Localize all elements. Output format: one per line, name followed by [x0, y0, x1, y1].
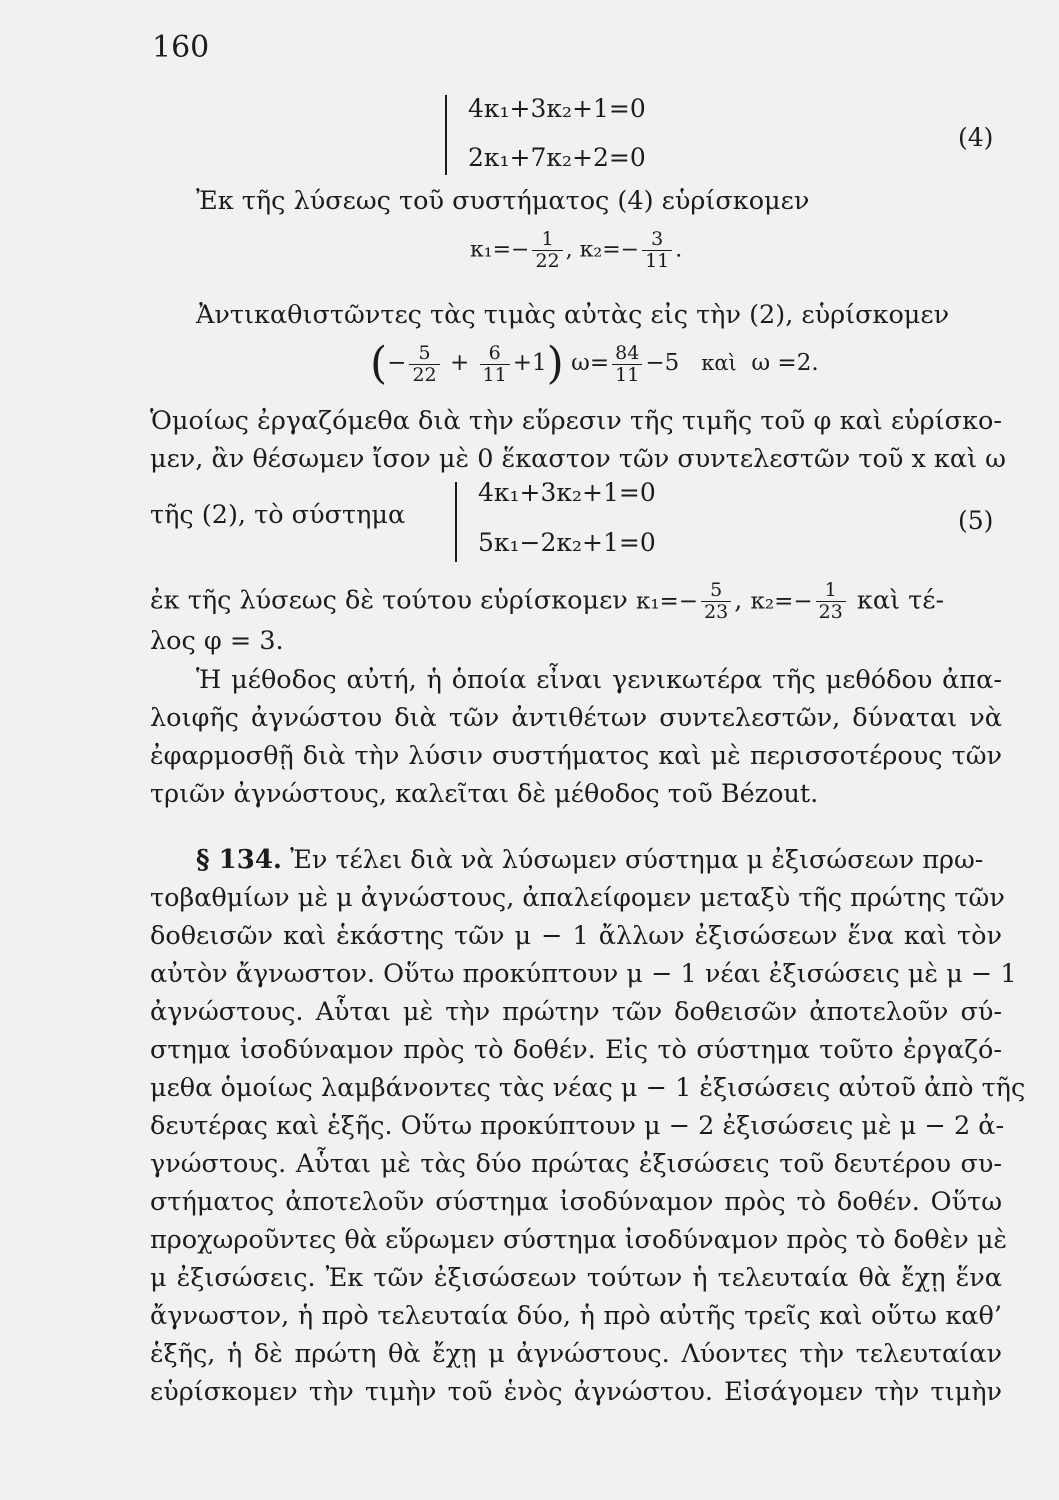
sol4-k1-num: 1 — [541, 228, 554, 250]
section-line: ἑξῆς, ἡ δὲ πρώτη θὰ ἔχῃ μ ἀγνώστους. Λύοντες τὴν τελευταίαν — [150, 1339, 1002, 1369]
sol5-tail: καὶ τέ- — [856, 585, 945, 616]
section-number: § 134. — [196, 845, 282, 875]
omega-result: ω =2. — [751, 350, 819, 376]
section-line: γνώστους. Αὗται μὲ τὰς δύο πρώτας ἐξισώσεις τοῦ δευτέρου συ- — [150, 1149, 1002, 1179]
section-134-first-line — [196, 843, 1002, 877]
system4-eq1: 4κ₁+3κ₂+1=0 — [468, 94, 646, 123]
section-line: στημα ἰσοδύναμον πρὸς τὸ δοθέν. Εἰς τὸ σύστημα τοῦτο ἐργαζό- — [150, 1035, 1002, 1065]
omega-frac3-num: 84 — [615, 341, 640, 364]
sol5-k2-lhs: κ₂=− — [750, 588, 813, 615]
section-line: δοθεισῶν καὶ ἑκάστης τῶν μ − 1 ἄλλων ἐξισώσεων ἕνα καὶ τὸν — [150, 921, 1002, 951]
sol4-k1-den: 22 — [532, 250, 562, 272]
omega-frac3 — [612, 343, 642, 386]
sol4-k2-frac — [642, 229, 672, 272]
method-line-2: λοιφῆς ἀγνώστου διὰ τῶν ἀντιθέτων συντελεστῶν, δύναται νὰ — [150, 703, 1002, 733]
omega-minus: − — [387, 350, 407, 376]
omega-frac3-den: 11 — [612, 364, 642, 386]
solve4-line: Ἐκ τῆς λύσεως τοῦ συστήματος (4) εὑρίσκομεν — [196, 186, 810, 216]
section-line: προχωροῦντες θὰ εὕρωμεν σύστημα ἰσοδύναμον πρὸς τὸ δοθὲν μὲ — [150, 1225, 1008, 1255]
section-line: ἄγνωστον, ἡ πρὸ τελευταία δύο, ἡ πρὸ αὐτῆς τρεῖς καὶ οὕτω καθ’ — [150, 1301, 1002, 1331]
section-line: μεθα ὁμοίως λαμβάνοντες τὰς νέας μ − 1 ἐξισώσεις αὐτοῦ ἀπὸ τῆς — [150, 1073, 1026, 1103]
sol5-line2: λος φ = 3. — [150, 626, 284, 656]
sol4-k2-lhs: κ₂=− — [579, 237, 640, 263]
solution5-line — [150, 580, 944, 623]
omega-plus-one: +1 — [512, 350, 547, 376]
sol5-text: ἐκ τῆς λύσεως δὲ τούτου εὑρίσκομεν — [150, 585, 628, 616]
omega-kai: καὶ — [701, 351, 737, 375]
omega-frac2-num: 6 — [488, 341, 501, 364]
sol5-k2-den: 23 — [816, 601, 846, 623]
solution4 — [470, 229, 682, 272]
method-line-1: Ἡ μέθοδος αὐτή, ἡ ὁποία εἶναι γενικωτέρα τῆς μεθόδου ἀπα- — [196, 665, 1002, 695]
omega-frac1-den: 22 — [409, 364, 439, 386]
sol5-k1-den: 23 — [701, 601, 731, 623]
section-line: μ ἐξισώσεις. Ἐκ τῶν ἐξισώσεων τούτων ἡ τελευταία θὰ ἔχῃ ἕνα — [150, 1263, 1002, 1293]
sol4-sep: , — [565, 237, 573, 263]
omega-frac1-num: 5 — [418, 341, 431, 364]
system4-brace — [445, 95, 447, 175]
section-line: δευτέρας καὶ ἑξῆς. Οὕτω προκύπτουν μ − 2 ἐξισώσεις μὲ μ − 2 ἀ- — [150, 1111, 1005, 1141]
system5-eq2: 5κ₁−2κ₂+1=0 — [478, 528, 656, 557]
similar-line-2: μεν, ἂν θέσωμεν ἴσον μὲ 0 ἕκαστον τῶν συντελεστῶν τοῦ x καὶ ω — [150, 444, 1006, 474]
method-line-3: ἐφαρμοσθῇ διὰ τὴν λύσιν συστήματος καὶ μὲ περισσοτέρους τῶν — [150, 741, 1002, 771]
omega-eq: ω= — [571, 350, 610, 376]
sol4-k2-num: 3 — [651, 228, 664, 250]
omega-minus5: −5 — [645, 350, 680, 376]
sol5-k2-frac — [816, 580, 846, 623]
omega-equation — [370, 338, 819, 389]
section-first-line-text: Ἐν τέλει διὰ νὰ λύσωμεν σύστημα μ ἐξισώσεων πρω- — [290, 845, 984, 875]
sol4-k1-lhs: κ₁=− — [470, 237, 530, 263]
sol5-k1-frac — [701, 580, 731, 623]
section-line: εὑρίσκομεν τὴν τιμὴν τοῦ ἑνὸς ἀγνώστου. Εἰσάγομεν τὴν τιμὴν — [150, 1377, 1002, 1407]
sol5-k1-lhs: κ₁=− — [635, 588, 699, 615]
system4-label: (4) — [958, 123, 994, 152]
sol5-sep: , — [734, 585, 743, 616]
section-line: αὐτὸν ἄγνωστον. Οὕτω προκύπτουν μ − 1 νέαι ἐξισώσεις μὲ μ − 1 — [150, 959, 1017, 989]
page-number: 160 — [152, 30, 210, 65]
omega-open-paren: ( — [370, 338, 388, 389]
sol4-k2-den: 11 — [642, 250, 672, 272]
system5-brace — [455, 482, 457, 562]
substitute-line: Ἀντικαθιστῶντες τὰς τιμὰς αὐτὰς εἰς τὴν (2), εὑρίσκομεν — [196, 300, 950, 330]
similar-line-1: Ὁμοίως ἐργαζόμεθα διὰ τὴν εὕρεσιν τῆς τιμῆς τοῦ φ καὶ εὑρίσκο- — [150, 406, 1002, 436]
sol5-k1-num: 5 — [710, 579, 723, 601]
section-line: στήματος ἀποτελοῦν σύστημα ἰσοδύναμον πρὸς τὸ δοθέν. Οὕτω — [150, 1187, 1002, 1217]
system5-prefix: τῆς (2), τὸ σύστημα — [150, 500, 406, 530]
sol4-k1-frac — [532, 229, 562, 272]
sol5-k2-num: 1 — [824, 579, 837, 601]
omega-close-paren: ) — [546, 338, 564, 389]
omega-frac1 — [409, 343, 439, 386]
method-line-4: τριῶν ἀγνώστους, καλεῖται δὲ μέθοδος τοῦ Bézout. — [150, 779, 819, 809]
section-line: ἀγνώστους. Αὗται μὲ τὴν πρώτην τῶν δοθεισῶν ἀποτελοῦν σύ- — [150, 997, 1002, 1027]
omega-plus: + — [449, 350, 470, 376]
sol4-end: . — [675, 237, 683, 263]
omega-frac2 — [480, 343, 510, 386]
omega-frac2-den: 11 — [480, 364, 510, 386]
system5-label: (5) — [958, 506, 994, 535]
system5-eq1: 4κ₁+3κ₂+1=0 — [478, 478, 656, 507]
system4-eq2: 2κ₁+7κ₂+2=0 — [468, 143, 646, 172]
section-line: τοβαθμίων μὲ μ ἀγνώστους, ἀπαλείφομεν μεταξὺ τῆς πρώτης τῶν — [150, 883, 1005, 913]
